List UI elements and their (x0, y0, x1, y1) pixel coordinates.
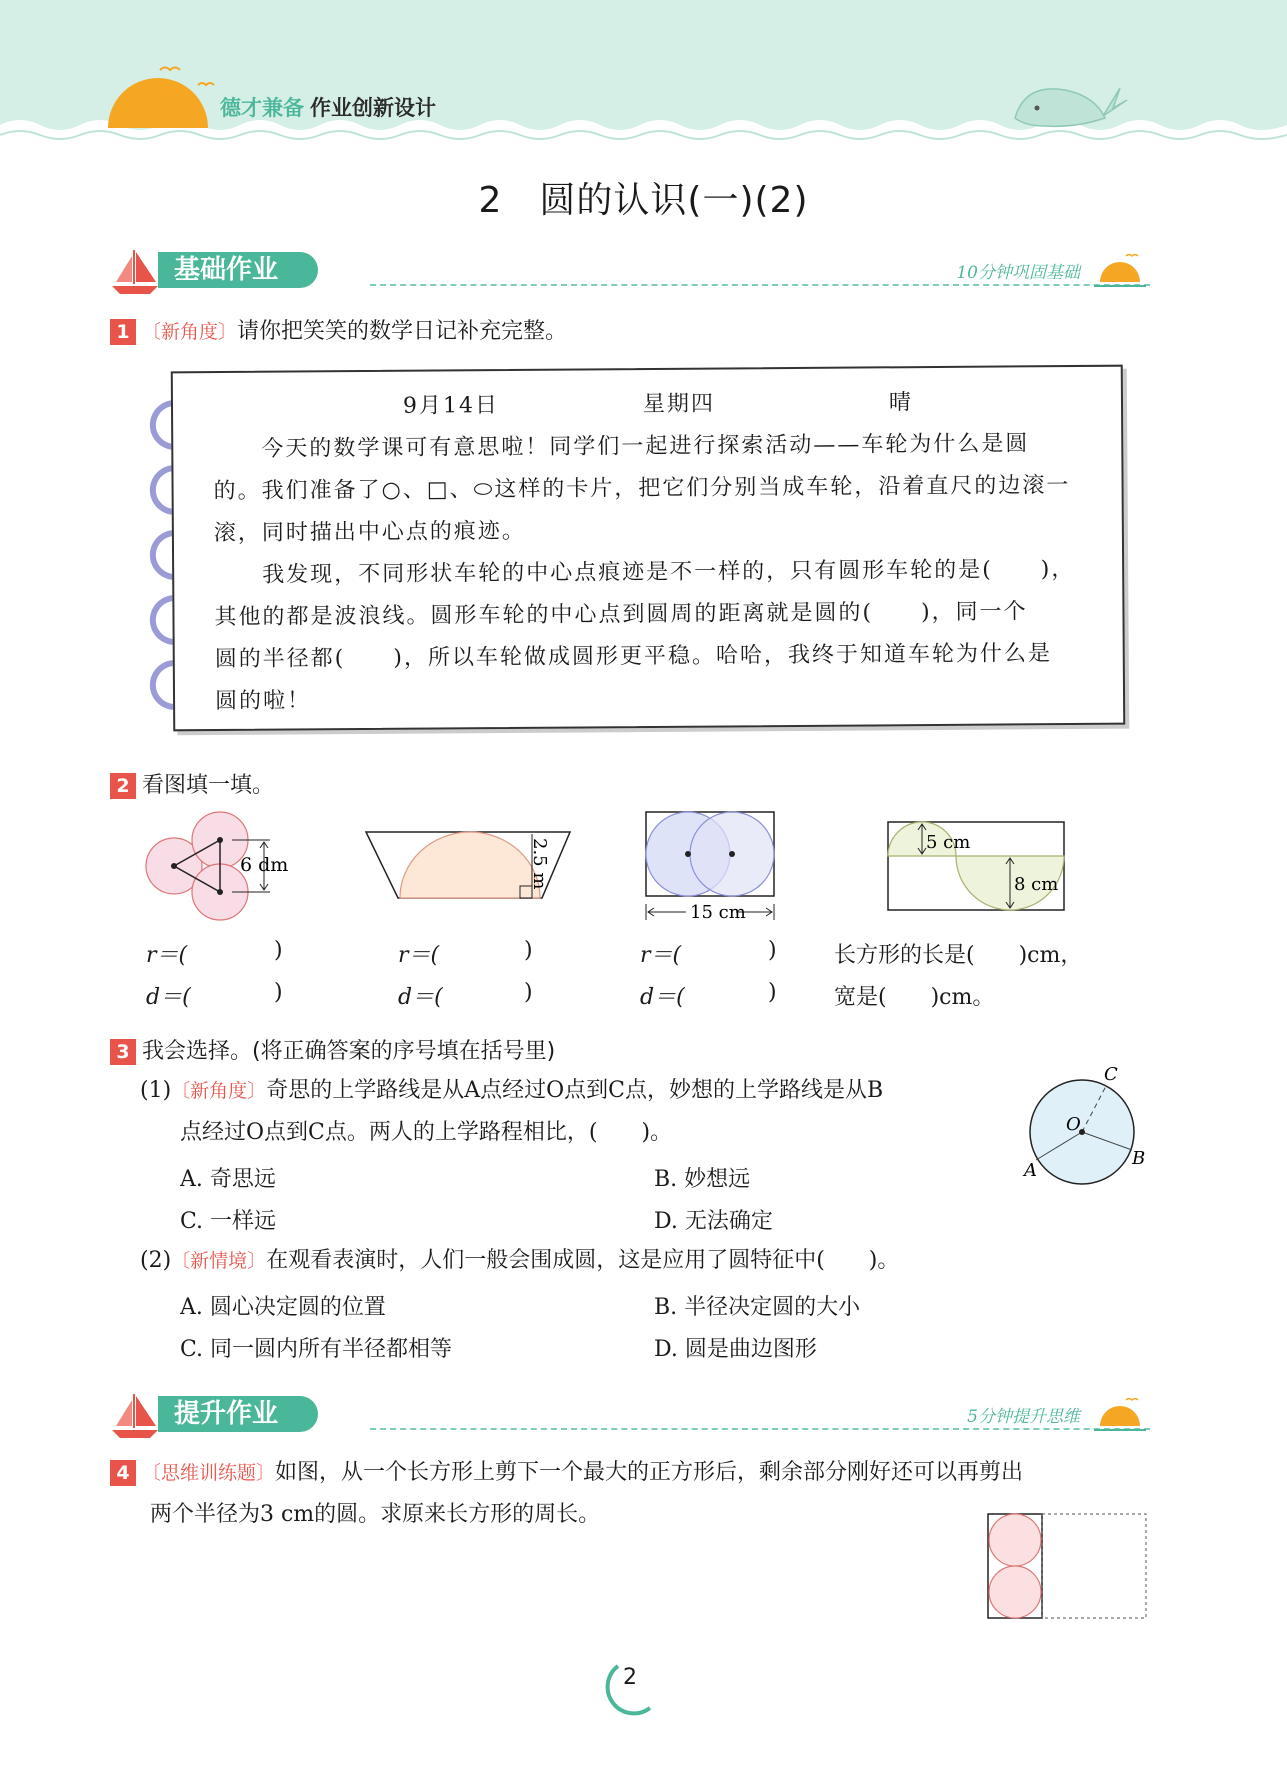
page-number: 2 (623, 1665, 637, 1690)
diary-line: 滚，同时描出中心点的痕迹。 (213, 518, 526, 547)
diary-weather: 晴 (888, 390, 914, 416)
label-a: A (1024, 1160, 1037, 1181)
sailboat-icon (110, 1390, 160, 1440)
answer-r-2: r＝( (398, 943, 440, 968)
sub-prefix: (2) (140, 1248, 172, 1273)
option-b: B. 妙想远 (654, 1167, 751, 1192)
option-b: B. 半径决定圆的大小 (654, 1295, 861, 1320)
bird-icon (160, 68, 180, 71)
question-4-line1 (110, 1452, 1160, 1494)
section-divider (370, 284, 1150, 286)
answer-close: ) (274, 938, 283, 963)
question-tag: 〔新角度〕 (142, 321, 238, 343)
diary-date-row (213, 381, 1093, 419)
sunset-icon (1090, 1394, 1150, 1434)
question-number: 3 (110, 1039, 136, 1065)
diary-weekday: 星期四 (642, 391, 716, 418)
sub-text: 在观看表演时，人们一般会围成圆，这是应用了圆特征中( )。 (266, 1248, 900, 1273)
question-number: 1 (110, 319, 136, 345)
figure-4-label-a: 5 cm (926, 832, 971, 853)
page-title: 2 圆的认识(一)(2) (478, 180, 809, 221)
diary-line: 圆的啦！ (214, 688, 312, 715)
diary-card (171, 365, 1125, 732)
answer-r-3: r＝( (640, 943, 682, 968)
question-text: 请你把笑笑的数学日记补充完整。 (237, 319, 568, 344)
diary-line: 的。我们准备了○、□、⬭这样的卡片，把它们分别当成车轮，沿着直尺的边滚一 (213, 473, 1071, 505)
figure-rectangle-two-circles (986, 1512, 1150, 1620)
header-band (0, 0, 1287, 150)
bird-icon (198, 83, 214, 85)
section-advanced-hint: 5分钟提升思维 (967, 1407, 1080, 1427)
section-divider (370, 1428, 1150, 1430)
figure-three-circles (140, 808, 300, 928)
section-advanced-label: 提升作业 (158, 1396, 318, 1432)
option-d: D. 无法确定 (654, 1209, 773, 1234)
sun-icon (108, 78, 208, 128)
diary-line: 其他的都是波浪线。圆形车轮的中心点到圆周的距离就是圆的( )，同一个 (214, 599, 1028, 631)
answer-rect-length: 长方形的长是( )cm， (834, 943, 1083, 968)
option-d: D. 圆是曲边图形 (654, 1337, 817, 1362)
header-decoration (0, 0, 1287, 150)
sub-tag: 〔新情境〕 (171, 1250, 267, 1272)
answer-close: ) (768, 938, 777, 963)
figure-2-label: 2.5 m (529, 838, 550, 890)
sub-tag: 〔新角度〕 (171, 1080, 267, 1102)
section-basic-label: 基础作业 (158, 252, 318, 288)
label-b: B (1132, 1148, 1146, 1169)
sub-text: 奇思的上学路线是从A点经过O点到C点，妙想的上学路线是从B (266, 1078, 884, 1103)
label-c: C (1104, 1064, 1118, 1085)
answer-close: ) (524, 938, 533, 963)
label-o: O (1066, 1114, 1081, 1135)
q3-sub1-line2: 点经过O点到C点。两人的上学路程相比，( )。 (180, 1120, 673, 1145)
question-1-header (110, 314, 567, 345)
answer-r-1: r＝( (146, 943, 188, 968)
option-a: A. 奇思远 (180, 1167, 276, 1192)
whale-icon (1015, 88, 1127, 126)
section-basic-hint: 10分钟巩固基础 (956, 263, 1080, 283)
question-text: 我会选择。(将正确答案的序号填在括号里) (142, 1039, 556, 1064)
figure-4-label-b: 8 cm (1014, 874, 1059, 895)
option-c: C. 一样远 (180, 1209, 277, 1234)
section-advanced-banner (110, 1390, 1150, 1440)
answer-close: ) (524, 980, 533, 1005)
question-number: 4 (110, 1460, 136, 1486)
answer-d-2: d＝( (398, 985, 443, 1010)
question-text: 看图填一填。 (142, 773, 275, 798)
figure-circle-abc (1020, 1060, 1170, 1190)
figure-3-label: 15 cm (690, 902, 746, 923)
answer-d-3: d＝( (640, 985, 685, 1010)
q3-sub2-line1 (140, 1240, 899, 1282)
diary-line: 我发现，不同形状车轮的中心点痕迹是不一样的，只有圆形车轮的是( )， (214, 557, 1076, 589)
question-4-line2: 两个半径为3 cm的圆。求原来长方形的周长。 (150, 1502, 601, 1527)
brand-dark-text: 作业创新设计 (310, 96, 436, 120)
figure-rectangle-semicircles (886, 820, 1066, 920)
answer-close: ) (274, 980, 283, 1005)
question-text: 如图，从一个长方形上剪下一个最大的正方形后，剩余部分刚好还可以再剪出 (275, 1460, 1024, 1485)
figure-two-circles (644, 808, 784, 926)
brand-title (220, 92, 436, 122)
question-number: 2 (110, 773, 136, 799)
brand-green-text: 德才兼备 (220, 96, 304, 120)
sunset-icon (1090, 250, 1150, 290)
option-c: C. 同一圆内所有半径都相等 (180, 1337, 453, 1362)
question-3-header (110, 1034, 555, 1065)
sub-prefix: (1) (140, 1078, 172, 1103)
figure-trapezoid-semicircle (362, 826, 582, 906)
answer-rect-width: 宽是( )cm。 (834, 985, 995, 1010)
q3-sub1-line1 (140, 1070, 883, 1112)
question-2-header (110, 768, 274, 799)
section-basic-banner (110, 246, 1150, 296)
figure-1-label: 6 dm (240, 854, 289, 876)
sailboat-icon (110, 246, 160, 296)
question-tag: 〔思维训练题〕 (142, 1462, 276, 1484)
answer-d-1: d＝( (146, 985, 191, 1010)
diary-line: 圆的半径都( )，所以车轮做成圆形更平稳。哈哈，我终于知道车轮为什么是 (214, 641, 1053, 673)
diary-date: 9月14日 (402, 393, 500, 419)
diary-line: 今天的数学课可有意思啦！同学们一起进行探索活动——车轮为什么是圆 (213, 431, 1030, 463)
answer-close: ) (768, 980, 777, 1005)
option-a: A. 圆心决定圆的位置 (180, 1295, 386, 1320)
